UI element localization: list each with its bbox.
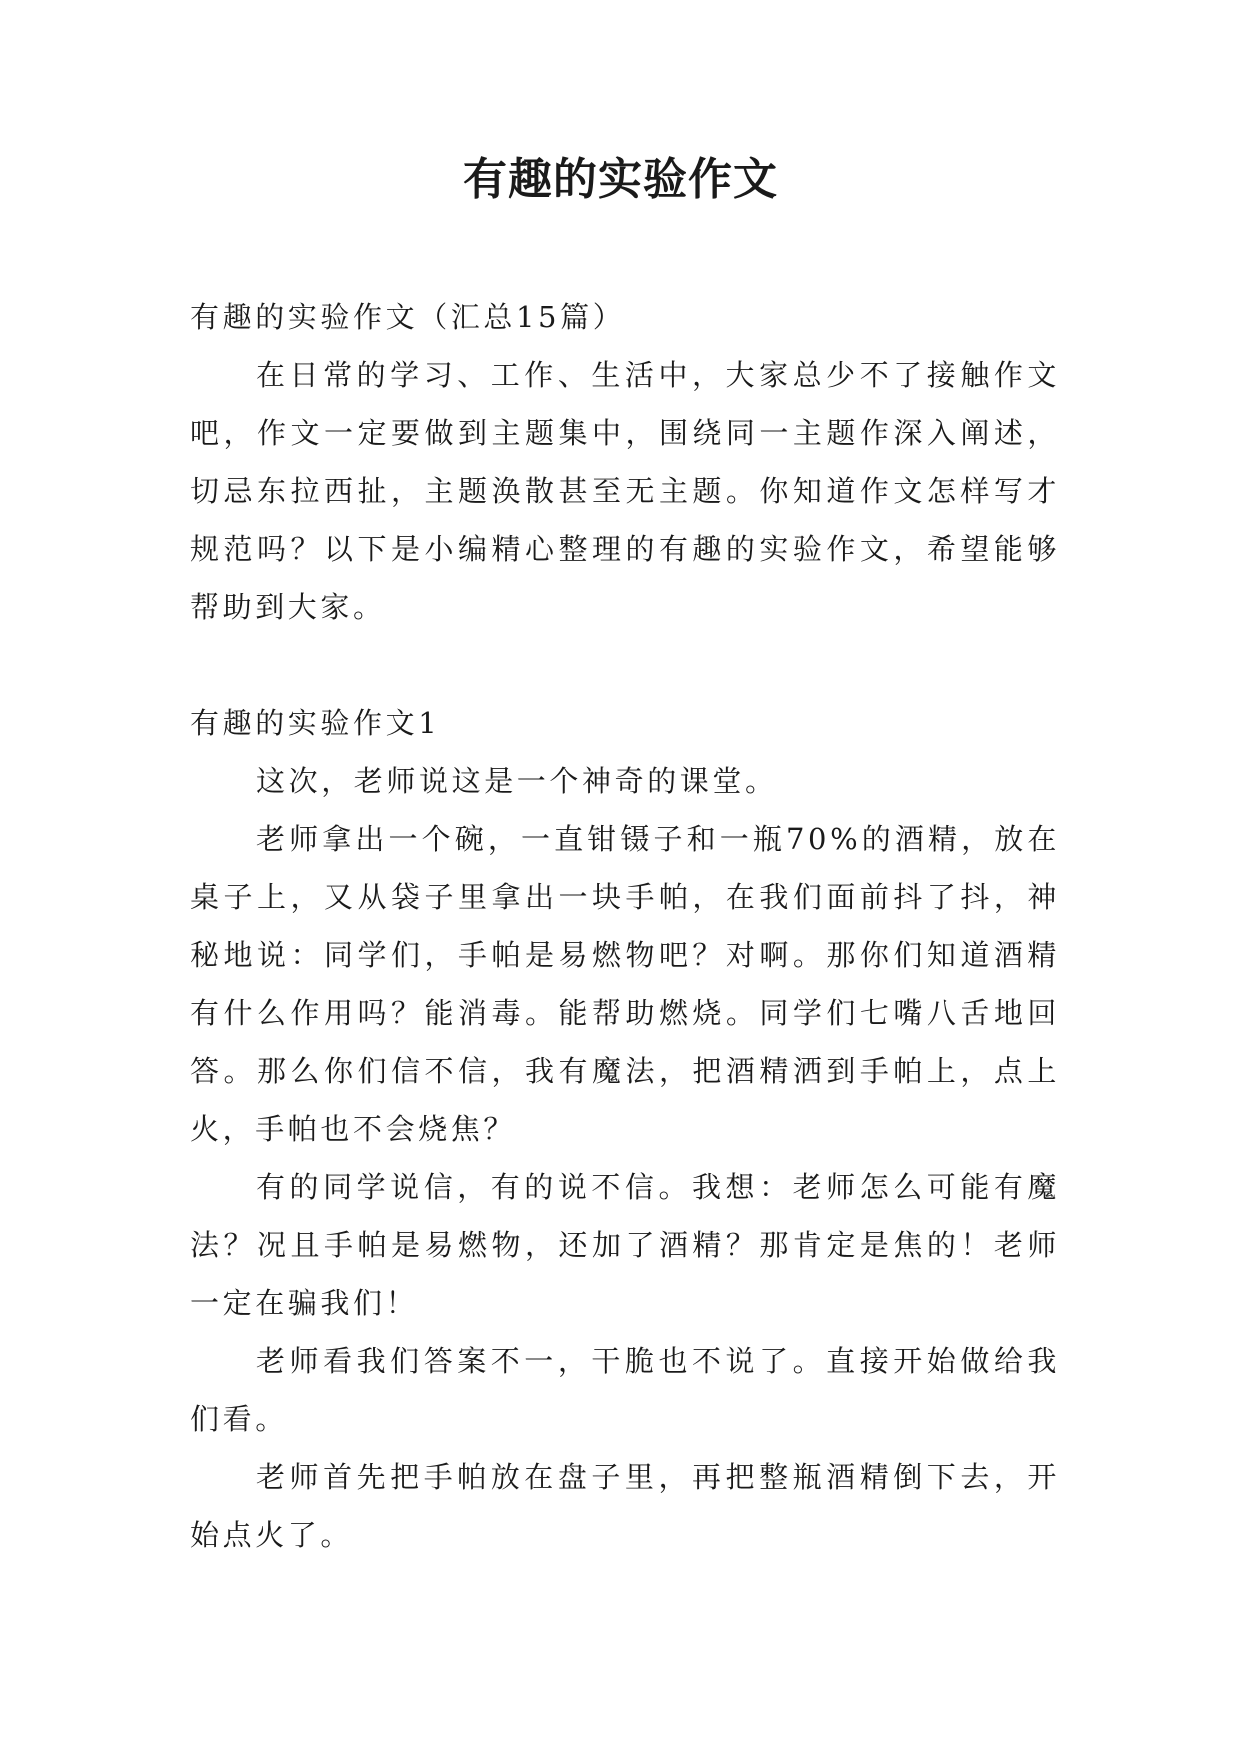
paragraph: 老师拿出一个碗，一直钳镊子和一瓶70%的酒精，放在桌子上，又从袋子里拿出一块手帕，在我们面前抖了抖，神秘地说：同学们，手帕是易燃物吧？对啊。那你们知道酒精有什么作用吗？能消毒。能帮助燃烧。同学们七嘴八舌地回答。那么你们信不信，我有魔法，把酒精洒到手帕上，点上火，手帕也不会烧焦？ <box>190 822 1060 1146</box>
section-heading: 有趣的实验作文1 <box>190 706 441 740</box>
paragraph: 老师看我们答案不一，干脆也不说了。直接开始做给我们看。 <box>190 1344 1060 1436</box>
section-gap <box>190 636 1060 694</box>
paragraph: 有的同学说信，有的说不信。我想：老师怎么可能有魔法？况且手帕是易燃物，还加了酒精？那肯定是焦的！老师一定在骗我们！ <box>190 1170 1060 1320</box>
document-body <box>190 288 1060 1564</box>
document-subtitle: 有趣的实验作文（汇总15篇） <box>190 300 626 334</box>
document-title: 有趣的实验作文 <box>463 154 778 205</box>
paragraph: 这次，老师说这是一个神奇的课堂。 <box>256 764 778 798</box>
paragraph: 老师首先把手帕放在盘子里，再把整瓶酒精倒下去，开始点火了。 <box>190 1460 1060 1552</box>
intro-paragraph: 在日常的学习、工作、生活中，大家总少不了接触作文吧，作文一定要做到主题集中，围绕同一主题作深入阐述，切忌东拉西扯，主题涣散甚至无主题。你知道作文怎样写才规范吗？以下是小编精心整理的有趣的实验作文，希望能够帮助到大家。 <box>190 358 1060 624</box>
